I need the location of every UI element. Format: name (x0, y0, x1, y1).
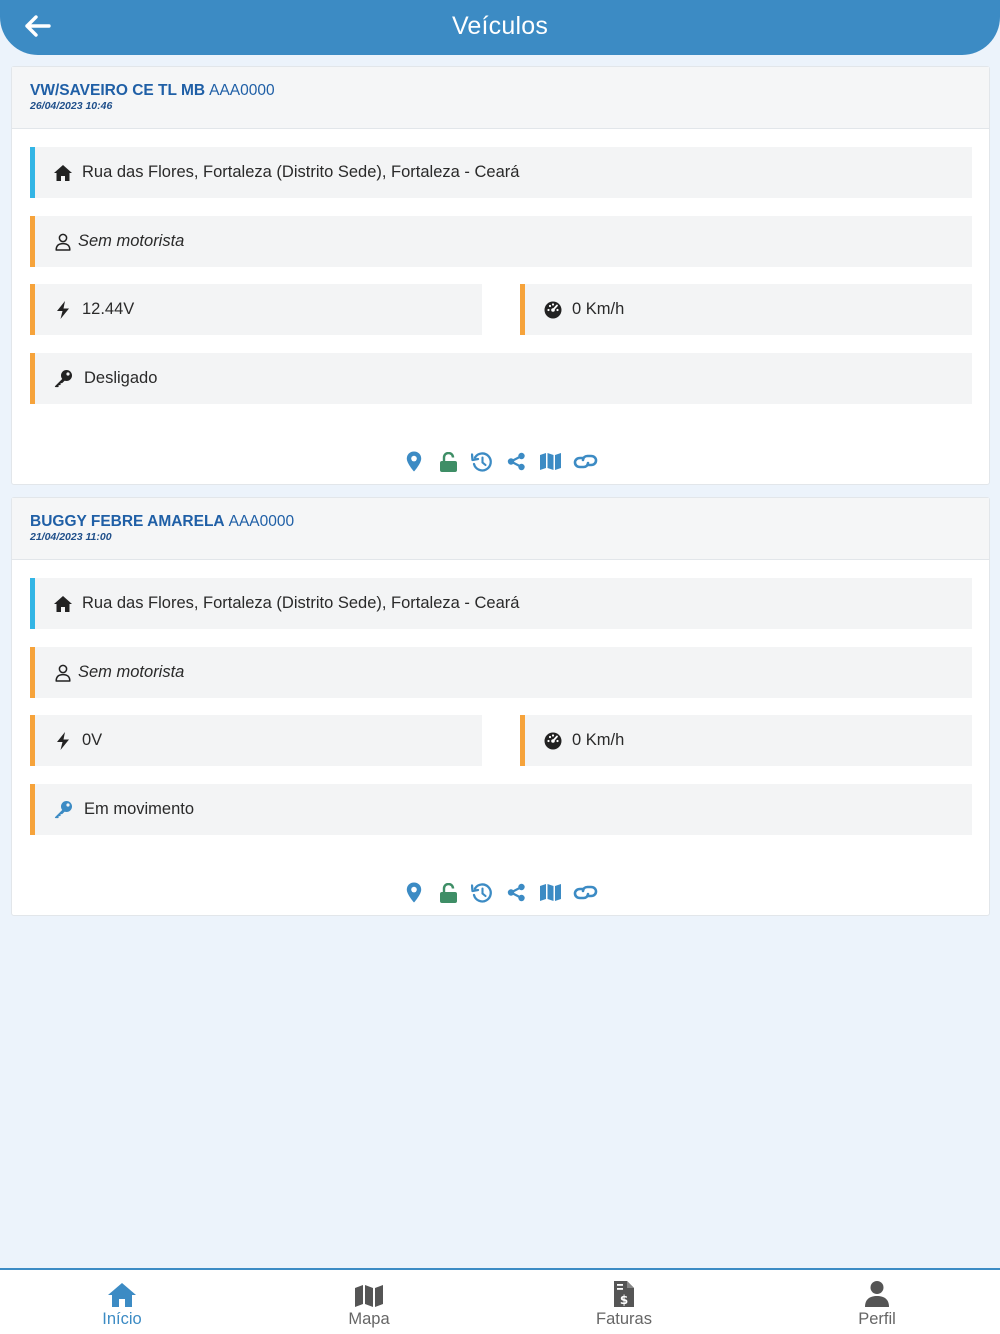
speedometer-icon (542, 730, 564, 752)
map-icon (354, 1284, 384, 1308)
svg-text:$: $ (619, 1293, 629, 1307)
vehicle-last-update: 26/04/2023 10:46 (30, 100, 113, 112)
home-icon (107, 1282, 137, 1308)
key-icon (52, 368, 74, 390)
vehicle-plate: AAA0000 (209, 82, 275, 99)
nav-item-perfil[interactable] (752, 1270, 1000, 1334)
link-icon[interactable] (572, 880, 600, 905)
location-pin-icon[interactable] (402, 449, 427, 474)
voltage-row (30, 715, 482, 766)
nav-label: Perfil (858, 1310, 896, 1328)
user-outline-icon (52, 662, 74, 684)
vehicle-model: VW/SAVEIRO CE TL MB (30, 82, 206, 99)
address-row (30, 578, 972, 629)
driver-text: Sem motorista (78, 663, 185, 681)
ignition-text: Em movimento (84, 800, 195, 818)
invoice-icon (613, 1280, 635, 1308)
history-icon[interactable] (470, 880, 495, 905)
nav-label: Faturas (596, 1310, 652, 1328)
nav-label: Início (102, 1310, 142, 1328)
history-icon[interactable] (470, 449, 495, 474)
page-title: Veículos (451, 12, 549, 40)
location-pin-icon[interactable] (402, 880, 427, 905)
vehicle-model: BUGGY FEBRE AMARELA (30, 513, 225, 530)
map-icon[interactable] (538, 880, 563, 905)
speed-row (520, 284, 972, 335)
vehicle-card-header (12, 67, 989, 129)
map-icon[interactable] (538, 449, 563, 474)
driver-text: Sem motorista (78, 232, 185, 250)
ignition-row (30, 353, 972, 404)
vehicle-title (30, 512, 971, 531)
share-icon[interactable] (504, 449, 529, 474)
vehicle-plate: AAA0000 (228, 513, 295, 530)
nav-item-faturas[interactable] (499, 1270, 749, 1334)
home-icon (52, 162, 74, 184)
voltage-row (30, 284, 482, 335)
vehicle-title (30, 81, 971, 100)
driver-row (30, 216, 972, 267)
share-icon[interactable] (504, 880, 529, 905)
vehicle-card (11, 66, 990, 485)
voltage-text: 0V (82, 731, 103, 749)
vehicle-actions (12, 880, 989, 905)
speed-row (520, 715, 972, 766)
ignition-row (30, 784, 972, 835)
address-text: Rua das Flores, Fortaleza (Distrito Sede), Fortaleza - Ceará (82, 594, 520, 612)
bolt-icon (52, 299, 74, 321)
vehicle-card (11, 497, 990, 916)
user-icon (864, 1280, 890, 1308)
nav-label: Mapa (348, 1310, 390, 1328)
unlock-icon[interactable] (436, 880, 461, 905)
bottom-navigation (0, 1268, 1000, 1334)
nav-item-mapa[interactable] (244, 1270, 494, 1334)
vehicle-last-update: 21/04/2023 11:00 (30, 531, 112, 543)
vehicle-actions (12, 449, 989, 474)
bolt-icon (52, 730, 74, 752)
key-icon (52, 799, 74, 821)
vehicle-card-header (12, 498, 989, 560)
speedometer-icon (542, 299, 564, 321)
unlock-icon[interactable] (436, 449, 461, 474)
speed-text: 0 Km/h (572, 731, 625, 749)
ignition-text: Desligado (84, 369, 158, 387)
home-icon (52, 593, 74, 615)
address-row (30, 147, 972, 198)
driver-row (30, 647, 972, 698)
voltage-text: 12.44V (82, 300, 135, 318)
top-app-bar (0, 0, 1000, 55)
user-outline-icon (52, 231, 74, 253)
link-icon[interactable] (572, 449, 600, 474)
speed-text: 0 Km/h (572, 300, 625, 318)
nav-item-inicio[interactable] (0, 1270, 247, 1334)
address-text: Rua das Flores, Fortaleza (Distrito Sede), Fortaleza - Ceará (82, 163, 520, 181)
